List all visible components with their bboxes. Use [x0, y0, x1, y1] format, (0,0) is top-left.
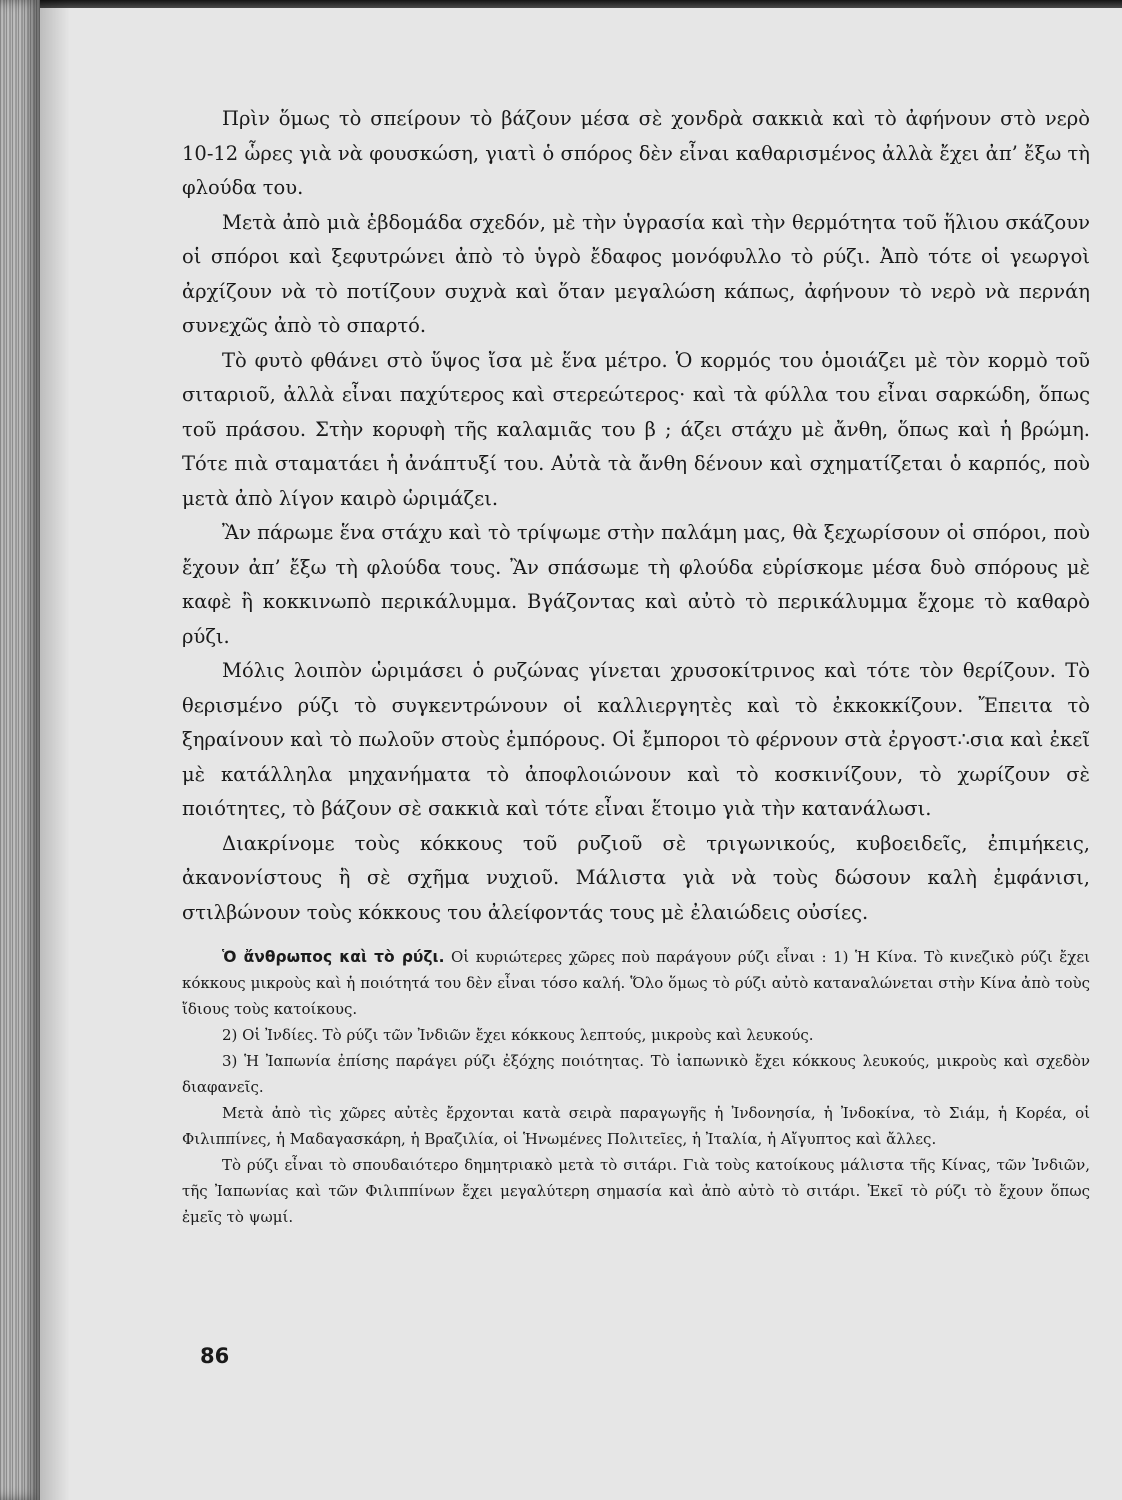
notes-title: Ὁ ἄνθρωπος καὶ τὸ ρύζι.	[222, 948, 445, 966]
note-1-text: Οἱ κυριώτερες χῶρες ποὺ παράγουν ρύζι εἶναι : 1) Ἡ Κίνα. Τὸ κινεζικὸ ρύζι ἔχει κόκκους μικροὺς καὶ ἡ ποιότητά του δὲν εἶναι τόσο καλή. Ὅλο ὅμως τὸ ρύζι αὐτὸ καταναλώνεται στὴν Κίνα ἀπὸ τοὺς ἴδιους τοὺς κατοίκους.	[182, 948, 1090, 1018]
page-number: 86	[200, 1344, 230, 1368]
paragraph-5: Μόλις λοιπὸν ὡριμάσει ὁ ρυζώνας γίνεται χρυσοκίτρινος καὶ τότε τὸν θερίζουν. Τὸ θερισμένο ρύζι τὸ συγκεντρώνουν οἱ καλλιεργητὲς καὶ τὸ ἐκκοκκίζουν. Ἔπειτα τὸ ξηραίνουν καὶ τὸ πωλοῦν στοὺς ἐμπόρους. Οἱ ἔμποροι τὸ φέρνουν στὰ ἐργοστ∴σια καὶ ἐκεῖ μὲ κατάλληλα μηχανήματα τὸ ἀποφλοιώνουν καὶ τὸ κοσκινίζουν, τὸ χωρίζουν σὲ ποιότητες, τὸ βάζουν σὲ σακκιὰ καὶ τότε εἶναι ἕτοιμο γιὰ τὴν κατανάλωσι.	[182, 659, 1090, 820]
text-block	[182, 102, 1090, 1230]
note-3: 3) Ἡ Ἰαπωνία ἐπίσης παράγει ρύζι ἐξόχης ποιότητας. Τὸ ἰαπωνικὸ ἔχει κόκκους λευκούς, μικροὺς καὶ σχεδὸν διαφανεῖς.	[182, 1052, 1090, 1096]
note-1	[182, 944, 1090, 1022]
paragraph-3: Τὸ φυτὸ φθάνει στὸ ὕψος ἴσα μὲ ἕνα μέτρο. Ὁ κορμός του ὁμοιάζει μὲ τὸν κορμὸ τοῦ σιταριοῦ, ἀλλὰ εἶναι παχύτερος καὶ στερεώτερος· καὶ τὰ φύλλα του εἶναι σαρκώδη, ὅπως τοῦ πράσου. Στὴν κορυφὴ τῆς καλαμιᾶς του β ; άζει στάχυ μὲ ἄνθη, ὅπως καὶ ἡ βρώμη. Τότε πιὰ σταματάει ἡ ἀνάπτυξί του. Αὐτὰ τὰ ἄνθη δένουν καὶ σχηματίζεται ὁ καρπός, ποὺ μετὰ ἀπὸ λίγον καιρὸ ὡριμάζει.	[182, 348, 1090, 510]
paragraph-6: Διακρίνομε τοὺς κόκκους τοῦ ρυζιοῦ σὲ τριγωνικούς, κυβοειδεῖς, ἐπιμήκεις, ἀκανονίστους ἢ σὲ σχῆμα νυχιοῦ. Μάλιστα γιὰ νὰ τοὺς δώσουν καλὴ ἐμφάνισι, στιλβώνουν τοὺς κόκκους του ἀλείφοντάς τους μὲ ἐλαιώδεις οὐσίες.	[182, 831, 1090, 924]
spine-shadow	[40, 0, 70, 1500]
paragraph-2: Μετὰ ἀπὸ μιὰ ἑβδομάδα σχεδόν, μὲ τὴν ὑγρασία καὶ τὴν θερμότητα τοῦ ἥλιου σκάζουν οἱ σπόροι καὶ ξεφυτρώνει ἀπὸ τὸ ὑγρὸ ἔδαφος μονόφυλλο τὸ ρύζι. Ἀπὸ τότε οἱ γεωργοὶ ἀρχίζουν νὰ τὸ ποτίζουν συχνὰ καὶ ὅταν μεγαλώση κάπως, ἀφήνουν τὸ νερὸ νὰ περνάη συνεχῶς ἀπὸ τὸ σπαρτό.	[182, 210, 1090, 337]
note-5: Τὸ ρύζι εἶναι τὸ σπουδαιότερο δημητριακὸ μετὰ τὸ σιτάρι. Γιὰ τοὺς κατοίκους μάλιστα τῆς Κίνας, τῶν Ἰνδιῶν, τῆς Ἰαπωνίας καὶ τῶν Φιλιππίνων ἔχει μεγαλύτερη σημασία καὶ ἀπὸ αὐτὸ τὸ σιτάρι. Ἐκεῖ τὸ ρύζι τὸ ἔχουν ὅπως ἐμεῖς τὸ ψωμί.	[182, 1156, 1090, 1226]
page-top-edge	[0, 0, 1122, 8]
book-spine	[0, 0, 40, 1500]
note-2: 2) Οἱ Ἰνδίες. Τὸ ρύζι τῶν Ἰνδιῶν ἔχει κόκκους λεπτούς, μικροὺς καὶ λευκούς.	[222, 1026, 814, 1044]
notes-section	[182, 944, 1090, 1230]
paragraph-4: Ἂν πάρωμε ἕνα στάχυ καὶ τὸ τρίψωμε στὴν παλάμη μας, θὰ ξεχωρίσουν οἱ σπόροι, ποὺ ἔχουν ἀπ’ ἔξω τὴ φλούδα τους. Ἂν σπάσωμε τὴ φλούδα εὑρίσκομε μέσα δυὸ σπόρους μὲ καφὲ ἢ κοκκινωπὸ περικάλυμμα. Βγάζοντας καὶ αὐτὸ τὸ περικάλυμμα ἔχομε τὸ καθαρὸ ρύζι.	[182, 521, 1090, 648]
paragraph-1: Πρὶν ὅμως τὸ σπείρουν τὸ βάζουν μέσα σὲ χονδρὰ σακκιὰ καὶ τὸ ἀφήνουν στὸ νερὸ 10-12 ὧρες γιὰ νὰ φουσκώση, γιατὶ ὁ σπόρος δὲν εἶναι καθαρισμένος ἀλλὰ ἔχει ἀπ’ ἔξω τὴ φλούδα του.	[182, 107, 1090, 199]
note-4: Μετὰ ἀπὸ τὶς χῶρες αὐτὲς ἔρχονται κατὰ σειρὰ παραγωγῆς ἡ Ἰνδονησία, ἡ Ἰνδοκίνα, τὸ Σιάμ, ἡ Κορέα, οἱ Φιλιππίνες, ἡ Μαδαγασκάρη, ἡ Βραζιλία, οἱ Ἡνωμένες Πολιτεῖες, ἡ Ἰταλία, ἡ Αἴγυπτος καὶ ἄλλες.	[182, 1104, 1090, 1148]
